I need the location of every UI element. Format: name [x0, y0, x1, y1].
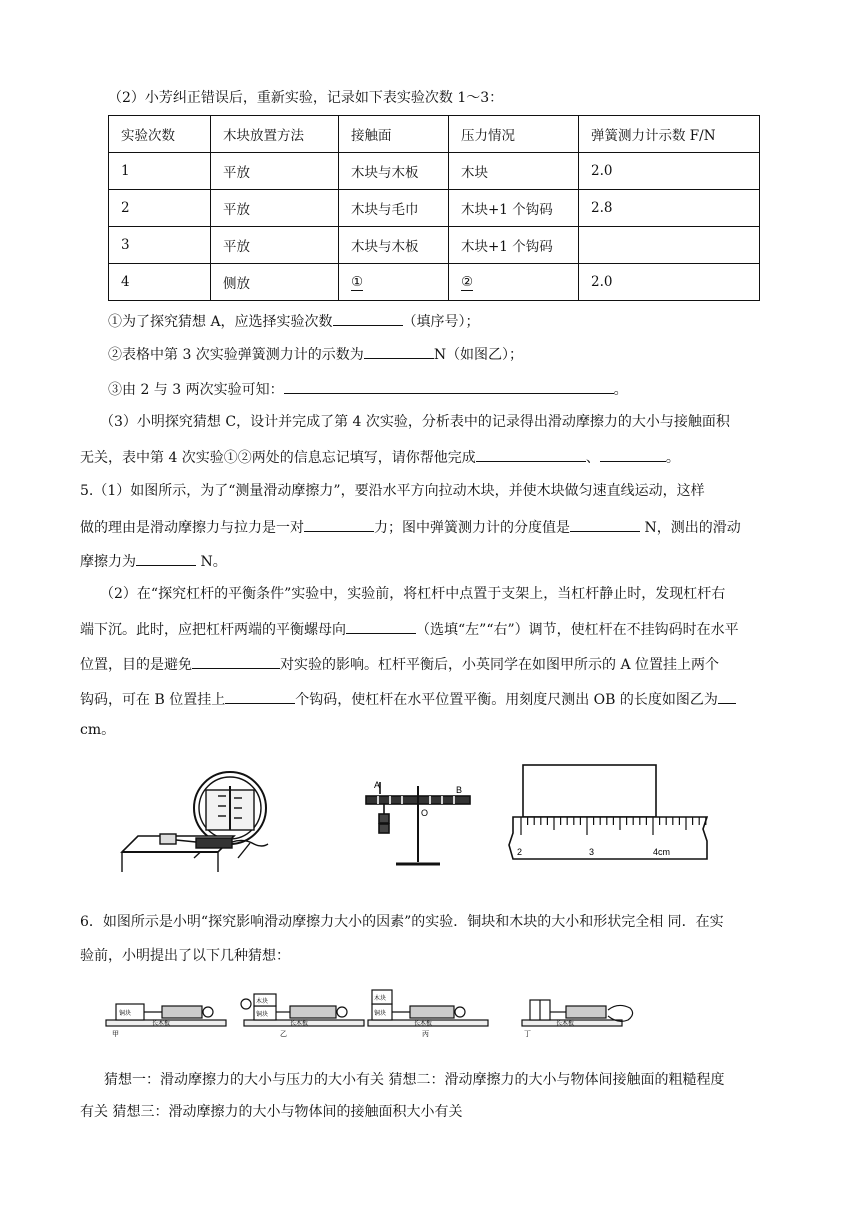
answer-blank[interactable] — [136, 550, 196, 566]
q5-line7 — [80, 688, 736, 710]
table-row — [109, 190, 760, 227]
answer-blank[interactable] — [192, 653, 280, 669]
answer-blank[interactable] — [333, 310, 403, 326]
question-2 — [108, 343, 523, 365]
part3-line2 — [80, 446, 680, 468]
block-label: 木块 — [256, 999, 269, 1005]
answer-blank[interactable] — [600, 446, 666, 462]
table-cell: 木块+1 个钩码 — [449, 227, 579, 264]
block-label: 铜块 — [374, 1011, 387, 1017]
ruler-figure — [505, 763, 715, 863]
q5-text: 钩码，可在 B 位置挂上 — [80, 692, 226, 708]
table-cell: 1 — [109, 153, 211, 190]
q5-line2 — [80, 516, 741, 538]
panel-label: 乙 — [280, 1031, 287, 1038]
q5-text: 摩擦力为 — [80, 554, 136, 570]
answer-blank[interactable] — [718, 688, 736, 704]
table-cell: 平放 — [211, 153, 339, 190]
table-header: 弹簧测力计示数 F/N — [579, 116, 760, 153]
friction-experiments-figure — [104, 984, 664, 1042]
answer-blank[interactable] — [225, 688, 295, 704]
table-cell: 2.0 — [579, 153, 760, 190]
q5-text: 力；图中弹簧测力计的分度值是 — [374, 520, 570, 536]
table-row — [109, 153, 760, 190]
part3-line1: （3）小明探究猜想 C，设计并完成了第 4 次实验，分析表中的记录得出滑动摩擦力的大小与接触面积 — [100, 414, 730, 430]
table-cell: 2.8 — [579, 190, 760, 227]
panel-label: 丙 — [422, 1031, 429, 1038]
q5-text: 端下沉。此时，应把杠杆两端的平衡螺母向 — [80, 622, 346, 638]
ruler-label: 2 — [517, 847, 523, 857]
friction-apparatus-figure — [118, 768, 288, 874]
table-header: 压力情况 — [449, 116, 579, 153]
answer-blank[interactable] — [476, 446, 586, 462]
table-cell: 木块与毛巾 — [339, 190, 449, 227]
table-row — [109, 227, 760, 264]
table-header: 实验次数 — [109, 116, 211, 153]
lever-stand-figure — [358, 778, 478, 870]
q5-text: 位置，目的是避免 — [80, 657, 192, 673]
table-cell: 平放 — [211, 227, 339, 264]
ruler-label: 3 — [589, 847, 595, 857]
q5-text: 对实验的影响。杠杆平衡后，小英同学在如图甲所示的 A 位置挂上两个 — [280, 657, 720, 673]
table-cell: 3 — [109, 227, 211, 264]
lever-label-o: O — [421, 808, 429, 818]
q5-text: N，测出的滑动 — [640, 520, 741, 536]
question-1-suffix: （填序号）； — [402, 314, 480, 330]
table-cell: 2.0 — [579, 264, 760, 301]
question-1 — [108, 310, 480, 332]
guess-line1: 猜想一：滑动摩擦力的大小与压力的大小有关 猜想二：滑动摩擦力的大小与物体间接触面的粗糙程度 — [104, 1072, 725, 1088]
q5-text: 做的理由是滑动摩擦力与拉力是一对 — [80, 520, 304, 536]
board-label: 长木板 — [152, 1021, 171, 1027]
board-label: 长木板 — [556, 1021, 575, 1027]
blank-marker-2[interactable]: ② — [461, 273, 474, 290]
block-label: 铜块 — [256, 1012, 269, 1018]
block-label: 铜块 — [119, 1011, 132, 1017]
table-cell: 2 — [109, 190, 211, 227]
separator: 、 — [585, 450, 600, 466]
table-cell: 木块与木板 — [339, 153, 449, 190]
table-header: 接触面 — [339, 116, 449, 153]
answer-blank[interactable] — [304, 516, 374, 532]
q5-line1: 5.（1）如图所示，为了“测量滑动摩擦力”，要沿水平方向拉动木块，并使木块做匀速直线运动，这样 — [80, 483, 705, 499]
table-row — [109, 264, 760, 301]
question-3-suffix: 。 — [613, 382, 628, 398]
answer-blank[interactable] — [364, 343, 434, 359]
table-cell: 4 — [109, 264, 211, 301]
q5-line4: （2）在“探究杠杆的平衡条件”实验中，实验前，将杠杆中点置于支架上，当杠杆静止时，发现杠杆右 — [100, 586, 726, 602]
guess-line2: 有关 猜想三：滑动摩擦力的大小与物体间的接触面积大小有关 — [80, 1104, 463, 1120]
table-cell: 侧放 — [211, 264, 339, 301]
q5-line8: cm。 — [80, 722, 116, 738]
table-cell — [449, 264, 579, 301]
board-label: 长木板 — [414, 1021, 433, 1027]
q6-line1: 6．如图所示是小明“探究影响滑动摩擦力大小的因素”的实验．铜块和木块的大小和形状完全相 同．在实 — [80, 914, 724, 930]
table-cell: 木块与木板 — [339, 227, 449, 264]
question-3-text: ③由 2 与 3 两次实验可知： — [108, 382, 284, 398]
answer-blank[interactable] — [570, 516, 640, 532]
part3-text: 无关，表中第 4 次实验①②两处的信息忘记填写，请你帮他完成 — [80, 450, 476, 466]
period: 。 — [665, 450, 680, 466]
q5-text: （选填“左”“右”）调节，使杠杆在不挂钩码时在水平 — [416, 622, 739, 638]
q5-text: 个钩码，使杠杆在水平位置平衡。用刻度尺测出 OB 的长度如图乙为 — [295, 692, 718, 708]
table-cell — [579, 227, 760, 264]
table-cell: 木块+1 个钩码 — [449, 190, 579, 227]
question-2-text: ②表格中第 3 次实验弹簧测力计的示数为 — [108, 347, 364, 363]
q6-line2: 验前，小明提出了以下几种猜想： — [80, 948, 290, 964]
block-label: 木块 — [374, 996, 387, 1002]
q5-line3 — [80, 550, 227, 572]
q5-text: N。 — [196, 554, 227, 570]
table-cell: 平放 — [211, 190, 339, 227]
ruler-label: 4cm — [653, 847, 671, 857]
experiment-table — [108, 115, 760, 301]
answer-blank[interactable] — [284, 378, 614, 394]
q5-line5 — [80, 618, 739, 640]
table-cell: 木块 — [449, 153, 579, 190]
panel-label: 丁 — [524, 1031, 531, 1038]
table-cell — [339, 264, 449, 301]
question-1-text: ①为了探究猜想 A，应选择实验次数 — [108, 314, 333, 330]
answer-blank[interactable] — [346, 618, 416, 634]
q5-line6 — [80, 653, 719, 675]
board-label: 长木板 — [290, 1021, 309, 1027]
part2-intro: （2）小芳纠正错误后，重新实验，记录如下表实验次数 1～3： — [108, 90, 504, 106]
table-header-row — [109, 116, 760, 153]
blank-marker-1[interactable]: ① — [351, 273, 364, 290]
question-3 — [108, 378, 628, 400]
panel-label: 甲 — [112, 1031, 119, 1038]
question-2-suffix: N（如图乙）； — [433, 347, 524, 363]
lever-label-b: B — [456, 785, 463, 795]
table-header: 木块放置方法 — [211, 116, 339, 153]
lever-label-a: A — [374, 780, 381, 790]
